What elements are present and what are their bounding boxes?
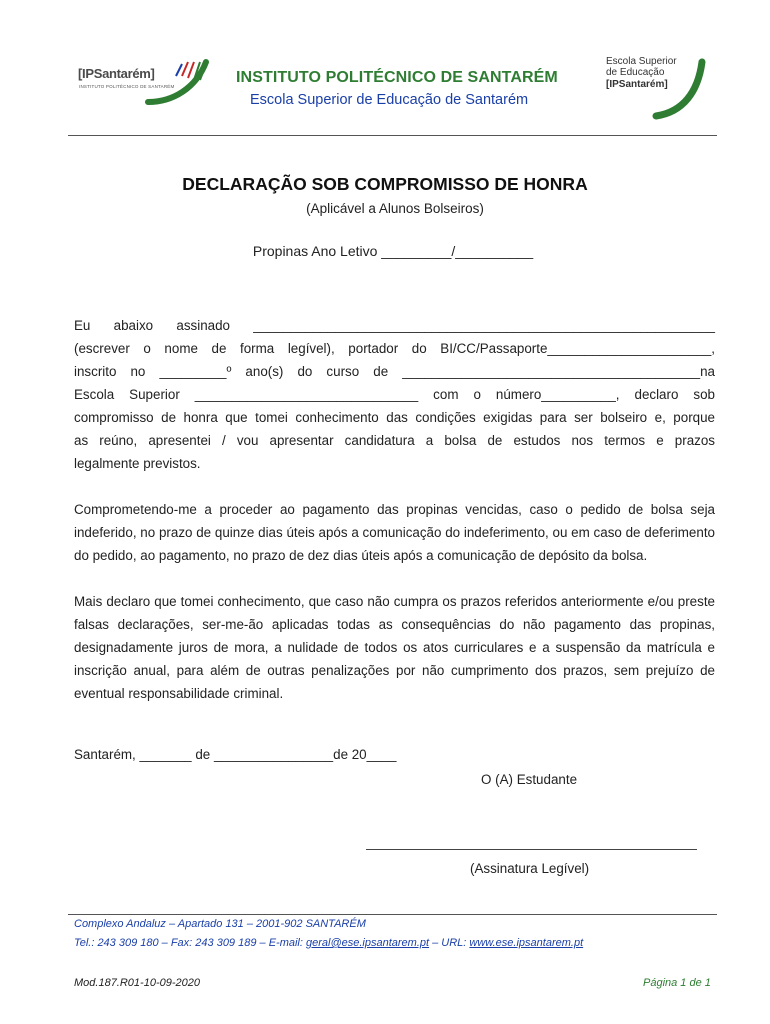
- page-number: Página 1 de 1: [643, 977, 711, 989]
- header-divider: [68, 135, 717, 136]
- paragraph-line: Eu abaixo assinado ______________________________________________________________: [74, 318, 715, 333]
- right-logo-line1: Escola Superior: [606, 56, 677, 67]
- right-logo-line3: [IPSantarém]: [606, 79, 668, 90]
- paragraph-line: (escrever o nome de forma legível), portador do BI/CC/Passaporte______________________,: [74, 341, 715, 356]
- footer-divider: [68, 914, 717, 915]
- propinas-line: Propinas Ano Letivo _________/__________: [252, 243, 534, 259]
- model-code: Mod.187.R01-10-09-2020: [74, 977, 200, 989]
- signature-line: [366, 849, 697, 850]
- ipsantarem-logo: [78, 58, 218, 118]
- left-logo-text: [IPSantarém]: [78, 66, 155, 81]
- left-logo-subtext: INSTITUTO POLITÉCNICO DE SANTARÉM: [79, 84, 175, 89]
- signature-label: (Assinatura Legível): [470, 861, 590, 876]
- institute-name: INSTITUTO POLITÉCNICO DE SANTARÉM: [236, 69, 558, 86]
- date-line: Santarém, _______ de ________________de 20____: [74, 747, 397, 762]
- footer-contacts: [74, 937, 583, 949]
- document-title: DECLARAÇÃO SOB COMPROMISSO DE HONRA: [182, 174, 588, 194]
- declaration-body: [74, 314, 715, 728]
- paragraph-line: as reúno, apresentei / vou apresentar candidatura a bolsa de estudos nos termos e prazos: [74, 433, 715, 448]
- paragraph-3: Mais declaro que tomei conhecimento, que caso não cumpra os prazos referidos anteriormente e/ou preste falsas declarações, ser-me-ão aplicadas todas as consequências do não pagamento das propinas, designadamente juros de mora, a nulidade de todos os atos curriculares e a suspensão da matrícula e inscrição anual, para além de outras penalizações por não cumprimento dos prazos, sem prejuízo de eventual responsabilidade criminal.: [74, 594, 715, 701]
- right-logo-line2: de Educação: [606, 67, 665, 78]
- paragraph-2: Comprometendo-me a proceder ao pagamento das propinas vencidas, caso o pedido de bolsa seja indeferido, no prazo de quinze dias úteis após a comunicação do indeferimento, ou em caso de deferimento do pedido, ao pagamento, no prazo de dez dias úteis após a comunicação de depósito da bolsa.: [74, 502, 715, 563]
- contacts-prefix: Tel.: 243 309 180 – Fax: 243 309 189 – E-mail:: [74, 937, 306, 949]
- website-link[interactable]: www.ese.ipsantarem.pt: [469, 937, 584, 949]
- student-label: O (A) Estudante: [481, 772, 578, 787]
- url-prefix: – URL:: [429, 937, 470, 949]
- school-name: Escola Superior de Educação de Santarém: [250, 92, 529, 108]
- document-subtitle: (Aplicável a Alunos Bolseiros): [306, 201, 484, 216]
- paragraph-line: legalmente previstos.: [74, 456, 201, 471]
- paragraph-1: [74, 314, 715, 475]
- paragraph-line: inscrito no _________º ano(s) do curso de ________________________________________na: [74, 364, 715, 379]
- footer-address: Complexo Andaluz – Apartado 131 – 2001-902 SANTARÉM: [74, 918, 366, 930]
- email-link[interactable]: geral@ese.ipsantarem.pt: [305, 937, 430, 949]
- ese-logo: [598, 52, 718, 122]
- paragraph-line: compromisso de honra que tomei conhecimento das condições exigidas para ser bolseiro e, porque: [74, 410, 715, 425]
- paragraph-line: Escola Superior ______________________________ com o número__________, declaro sob: [74, 387, 715, 402]
